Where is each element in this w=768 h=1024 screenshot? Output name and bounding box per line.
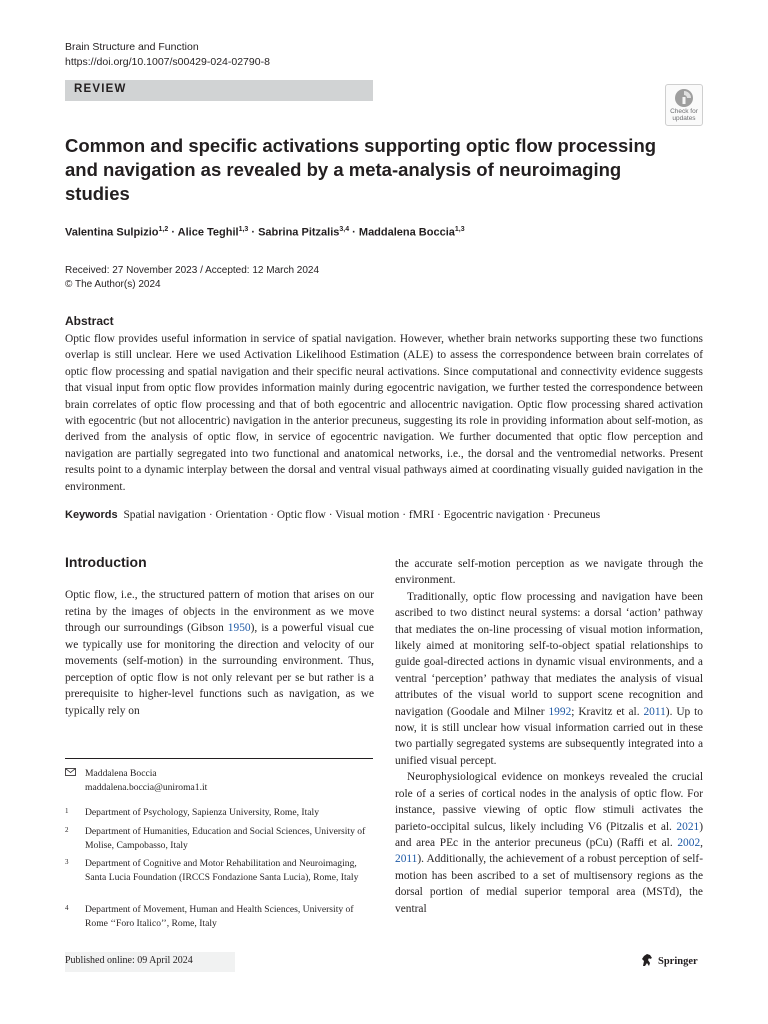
keywords-line: [65, 509, 600, 521]
author-name[interactable]: Maddalena Boccia: [358, 226, 455, 239]
affiliation-4: 4 Department of Movement, Human and Health Sciences, University of Rome ‘‘Foro Italico’’, Rome, Italy: [65, 904, 354, 929]
check-for-updates-icon: [674, 88, 694, 108]
citation-link[interactable]: 2002: [677, 836, 701, 849]
introduction-right-column: [395, 556, 703, 917]
author-list: [65, 226, 465, 239]
author-separator: ·: [168, 226, 178, 239]
article-type-label: REVIEW: [74, 83, 127, 95]
introduction-heading: Introduction: [65, 554, 147, 570]
author-name[interactable]: Valentina Sulpizio: [65, 226, 159, 239]
journal-name: Brain Structure and Function: [65, 41, 199, 53]
citation-link[interactable]: 1950: [227, 622, 251, 634]
author-separator: ·: [248, 226, 259, 239]
published-date: Published online: 09 April 2024: [65, 955, 193, 966]
author-affiliation-marker[interactable]: 3,4: [339, 226, 350, 233]
citation-link[interactable]: 2021: [676, 820, 700, 833]
publisher-name: Springer: [658, 956, 698, 967]
journal-header: [65, 40, 270, 70]
envelope-icon: [65, 768, 76, 776]
author-affiliation-marker[interactable]: 1,3: [238, 226, 249, 233]
correspondence-email[interactable]: maddalena.boccia@uniroma1.it: [85, 781, 208, 793]
author-name[interactable]: Sabrina Pitzalis: [258, 226, 340, 239]
received-accepted-dates: Received: 27 November 2023 / Accepted: 12 March 2024: [65, 265, 320, 276]
publisher-logo: [640, 953, 698, 967]
right-paragraph-1: Traditionally, optic flow processing and navigation have been ascribed to two distinct neural systems: a dorsal ‘action’ pathway that mediates the on-line processing of visual motion information, likely aimed at monitoring self-to-object spatial relationships to guide goal-directed actions in dynamic visual environments, and a ventral ‘perception’ pathway that mediates the analysis of visual attributes of the visual world to support scene recognition and navigation (Goodale and Milner 1992; Kravitz et al. 2011). Up to now, it is still unclear how visual information carried out in these two partially segregated systems are subsequently integrated into a unified visual percept.: [395, 590, 703, 767]
keywords-list: Spatial navigation · Orientation · Optic flow · Visual motion · fMRI · Egocentric navigation · Precuneus: [123, 509, 601, 521]
citation-link[interactable]: 1992: [548, 705, 572, 718]
abstract-heading: Abstract: [65, 314, 114, 328]
footnote-divider: [65, 758, 373, 759]
correspondence-name: Maddalena Boccia: [85, 768, 157, 779]
copyright-notice: © The Author(s) 2024: [65, 278, 161, 290]
author-affiliation-marker[interactable]: 1,3: [454, 226, 465, 233]
doi-link[interactable]: https://doi.org/10.1007/s00429-024-02790-8: [65, 56, 270, 68]
author-separator: ·: [349, 226, 359, 239]
article-type-bar: [65, 80, 373, 101]
right-paragraph-continued: the accurate self-motion perception as we navigate through the environment.: [395, 558, 703, 587]
abstract-text: Optic flow provides useful information in service of spatial navigation. However, whether brain networks supporting these two functions overlap is still unclear. Here we used Activation Likelihood Estimation (ALE) to assess the correspondence between brain correlates of optic flow processing and spatial navigation and their specific neural activations. Since computational and connectivity evidence suggests that visual input from optic flow provides information mainly during egocentric navigation, we further tested the correspondence between brain correlates of optic flow processing and that of both egocentric and allocentric navigation. Optic flow processing shared activation with egocentric (but not allocentric) navigation in the anterior precuneus, suggesting its role in providing information about self-motion, as derived from the analysis of optic flow, in service of egocentric navigation. We further documented that optic flow perception and navigation are partially segregated into two functional and anatomical networks, i.e., the dorsal and the ventromedial networks. Present results point to a dynamic interplay between the dorsal and ventral visual pathways aimed at coordinating visually guided navigation in the environment.: [65, 333, 703, 493]
citation-link[interactable]: 2011: [395, 853, 418, 866]
citation-link[interactable]: 2011: [643, 705, 666, 718]
affiliation-1: 1 Department of Psychology, Sapienza University, Rome, Italy: [65, 807, 320, 818]
check-for-updates-text: Check for updates: [670, 108, 698, 122]
affiliation-3: 3 Department of Cognitive and Motor Rehabilitation and Neuroimaging, Santa Lucia Foundation (IRCCS Fondazione Santa Lucia), Rome, Italy: [65, 858, 359, 883]
springer-horse-icon: [640, 953, 654, 967]
introduction-left-paragraph: Optic flow, i.e., the structured pattern of motion that arises on our retina by the images of objects in the environment as we move through our surroundings (Gibson 1950), is a powerful visual cue we typically use for monitoring the direction and velocity of our movements (self-motion) in the surrounding environment. Thus, perception of optic flow is not only relevant per se but rather is a prerequisite to higher-level functions such as navigation, as we typically rely on: [65, 589, 374, 717]
article-dates: [65, 264, 319, 291]
article-title: Common and specific activations supporting optic flow processing and navigation as revealed by a meta-analysis of neuroimaging studies: [65, 135, 657, 204]
author-name[interactable]: Alice Teghil: [177, 226, 239, 239]
author-affiliation-marker[interactable]: 1,2: [158, 226, 169, 233]
published-date-box: [65, 952, 235, 972]
check-for-updates-badge[interactable]: [665, 84, 703, 126]
keywords-label: Keywords: [65, 509, 118, 521]
right-paragraph-2: Neurophysiological evidence on monkeys revealed the crucial role of a series of cortical nodes in the analysis of optic flow. For instance, passive viewing of optic flow stimuli activates the parieto-occipital sulcus, likely including V6 (Pitzalis et al. 2021) and area PEc in the anterior precuneus (pCu) (Raffi et al. 2002, 2011). Additionally, the achievement of a robust perception of self-motion has been ascribed to a set of multisensory regions as the dorsal portion of medial superior temporal area (MSTd), the ventral: [395, 771, 703, 915]
affiliation-2: 2 Department of Humanities, Education and Social Sciences, University of Molise, Campobasso, Italy: [65, 826, 366, 851]
correspondence-block: [65, 767, 207, 794]
